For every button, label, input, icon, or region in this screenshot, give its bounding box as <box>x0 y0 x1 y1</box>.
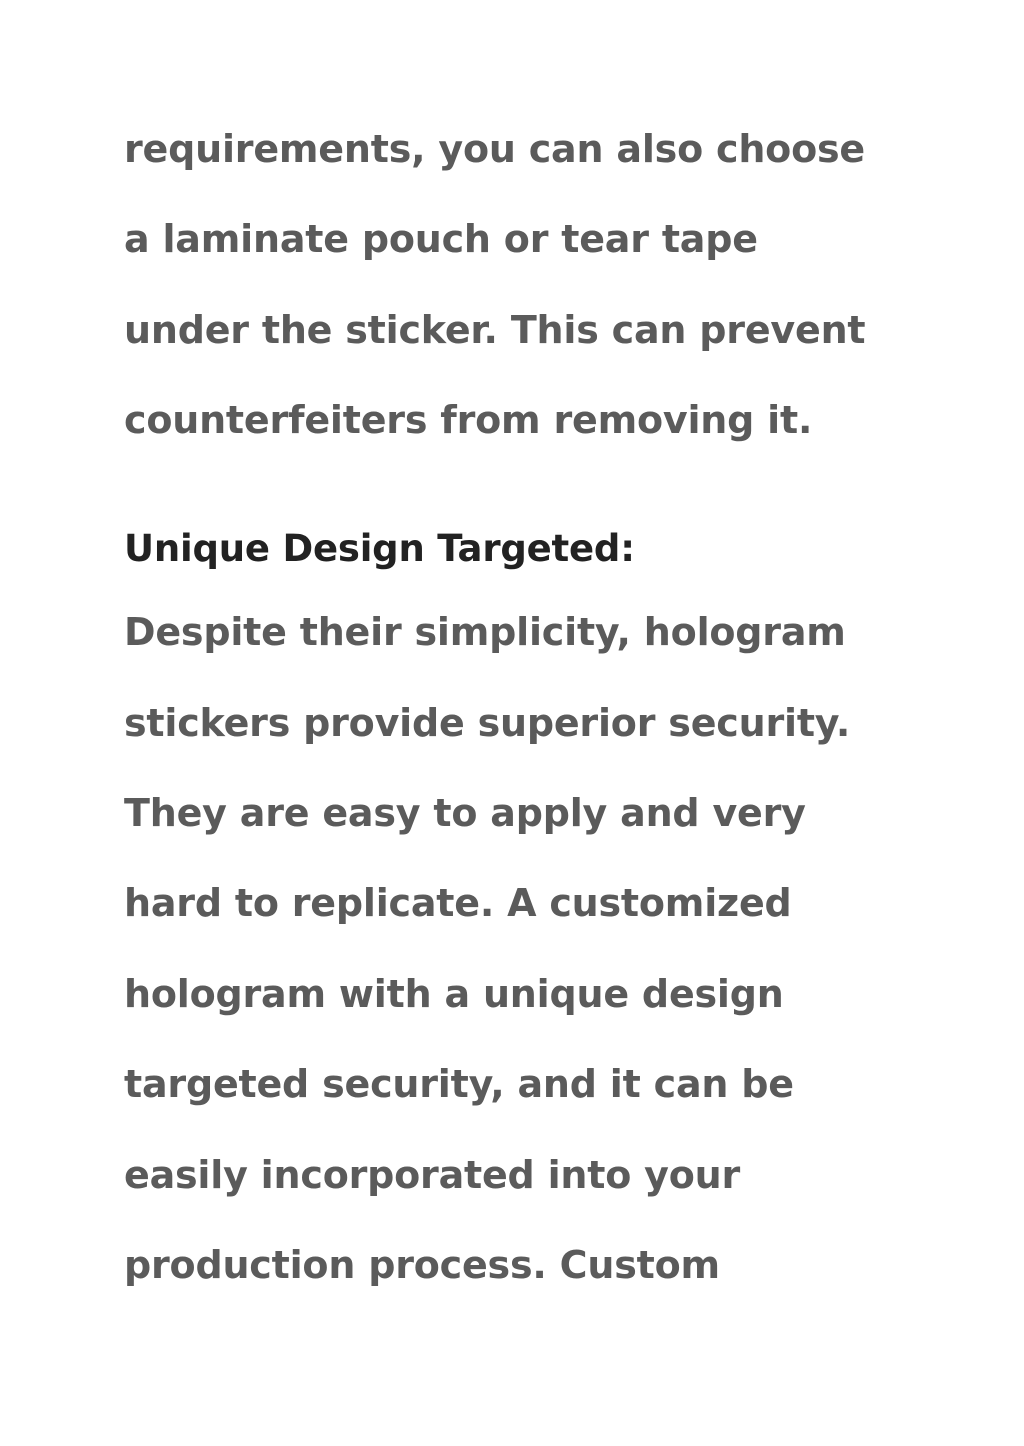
body-text-line: hard to replicate. A customized <box>124 881 792 925</box>
body-text-line: a laminate pouch or tear tape <box>124 217 758 261</box>
body-text-line: under the sticker. This can prevent <box>124 308 866 352</box>
body-text-line: Despite their simplicity, hologram <box>124 610 846 654</box>
body-text-line: requirements, you can also choose <box>124 127 865 171</box>
body-text-line: easily incorporated into your <box>124 1153 741 1197</box>
section-heading: Unique Design Targeted: <box>124 527 635 570</box>
body-text-line: targeted security, and it can be <box>124 1062 794 1106</box>
body-text-line: counterfeiters from removing it. <box>124 398 813 442</box>
body-text-line: production process. Custom <box>124 1243 720 1287</box>
body-text-line: stickers provide superior security. <box>124 701 851 745</box>
body-text-line: hologram with a unique design <box>124 972 784 1016</box>
body-text-line: They are easy to apply and very <box>124 791 806 835</box>
